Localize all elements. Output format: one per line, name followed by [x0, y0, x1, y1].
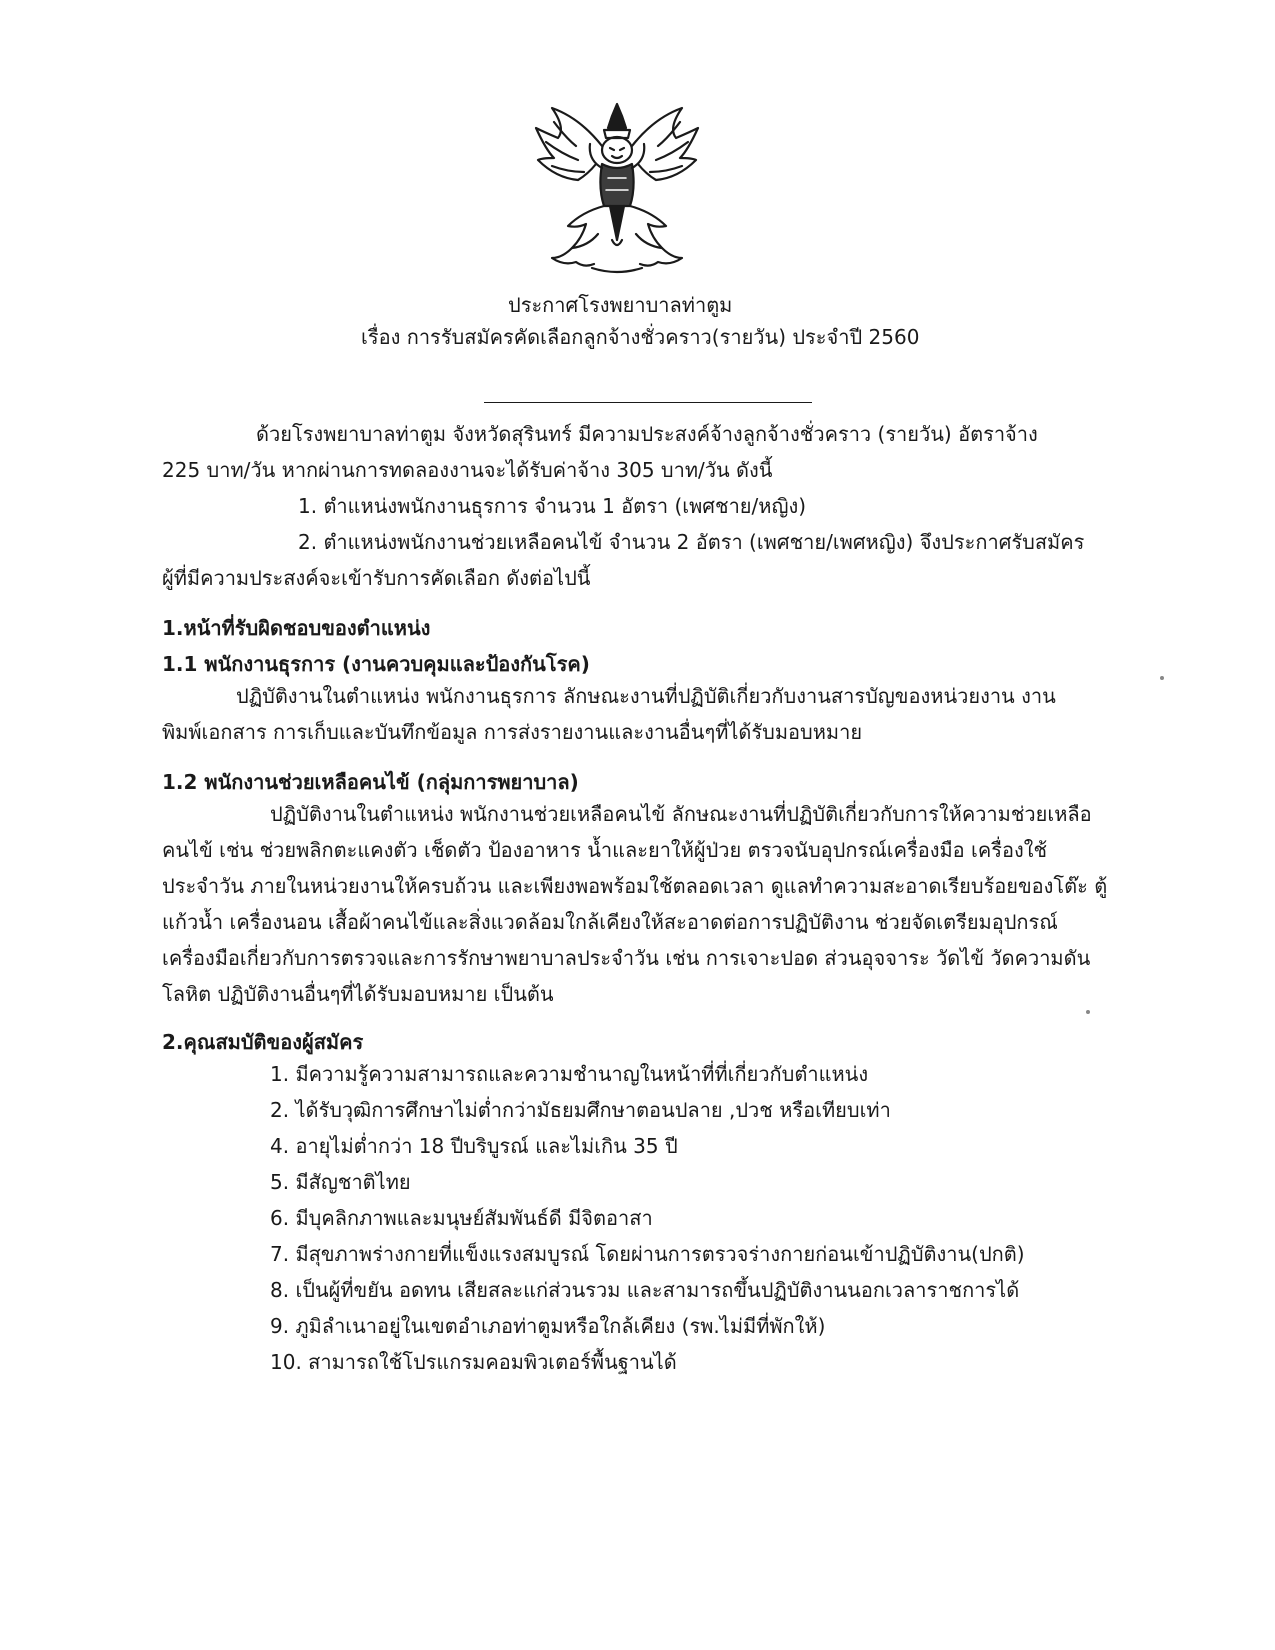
section-1-2-heading: 1.2 พนักงานช่วยเหลือคนไข้ (กลุ่มการพยาบาล) [162, 770, 579, 794]
qualification-item: 10. สามารถใช้โปรแกรมคอมพิวเตอร์พื้นฐานได้ [270, 1350, 677, 1374]
qualification-item: 2. ได้รับวุฒิการศึกษาไม่ต่ำกว่ามัธยมศึกษาตอนปลาย ,ปวช หรือเทียบเท่า [270, 1098, 891, 1122]
position-2-continuation: ผู้ที่มีความประสงค์จะเข้ารับการคัดเลือก ดังต่อไปนี้ [162, 566, 591, 590]
scan-speck [1086, 1010, 1090, 1014]
announcement-subject: เรื่อง การรับสมัครคัดเลือกลูกจ้างชั่วคราว(รายวัน) ประจำปี 2560 [361, 325, 920, 349]
qualification-item: 5. มีสัญชาติไทย [270, 1170, 411, 1194]
announcement-title: ประกาศโรงพยาบาลท่าตูม [508, 293, 733, 317]
position-2: 2. ตำแหน่งพนักงานช่วยเหลือคนไข้ จำนวน 2 อัตรา (เพศชาย/เพศหญิง) จึงประกาศรับสมัคร [298, 530, 1085, 554]
qualification-item: 8. เป็นผู้ที่ขยัน อดทน เสียสละแก่ส่วนรวม และสามารถขึ้นปฏิบัติงานนอกเวลาราชการได้ [270, 1278, 1020, 1302]
garuda-emblem-icon [532, 98, 702, 276]
qualification-item: 7. มีสุขภาพร่างกายที่แข็งแรงสมบูรณ์ โดยผ่านการตรวจร่างกายก่อนเข้าปฏิบัติงาน(ปกติ) [270, 1242, 1025, 1266]
intro-line-2: 225 บาท/วัน หากผ่านการทดลองงานจะได้รับค่าจ้าง 305 บาท/วัน ดังนี้ [162, 458, 773, 482]
qualification-item: 9. ภูมิลำเนาอยู่ในเขตอำเภอท่าตูมหรือใกล้เคียง (รพ.ไม่มีที่พักให้) [270, 1314, 826, 1338]
section-1-2-line: ปฏิบัติงานในตำแหน่ง พนักงานช่วยเหลือคนไข้ ลักษณะงานที่ปฏิบัติเกี่ยวกับการให้ความช่วยเหลือ [270, 802, 1092, 826]
qualification-item: 4. อายุไม่ต่ำกว่า 18 ปีบริบูรณ์ และไม่เกิน 35 ปี [270, 1134, 678, 1158]
section-1-2-line: แก้วน้ำ เครื่องนอน เสื้อผ้าคนไข้และสิ่งแวดล้อมใกล้เคียงให้สะอาดต่อการปฏิบัติงาน ช่วยจัดเตรียมอุปกรณ์ [162, 910, 1058, 934]
section-1-2-line: โลหิต ปฏิบัติงานอื่นๆที่ได้รับมอบหมาย เป็นต้น [162, 982, 554, 1006]
section-2-heading: 2.คุณสมบัติของผู้สมัคร [162, 1030, 364, 1054]
section-1-heading: 1.หน้าที่รับผิดชอบของตำแหน่ง [162, 616, 431, 640]
qualification-item: 1. มีความรู้ความสามารถและความชำนาญในหน้าที่ที่เกี่ยวกับตำแหน่ง [270, 1062, 869, 1086]
qualification-item: 6. มีบุคลิกภาพและมนุษย์สัมพันธ์ดี มีจิตอาสา [270, 1206, 653, 1230]
scan-speck [1160, 676, 1164, 680]
position-1: 1. ตำแหน่งพนักงานธุรการ จำนวน 1 อัตรา (เพศชาย/หญิง) [298, 494, 807, 518]
section-1-1-heading: 1.1 พนักงานธุรการ (งานควบคุมและป้องกันโรค) [162, 652, 590, 676]
section-1-1-line: พิมพ์เอกสาร การเก็บและบันทึกข้อมูล การส่งรายงานและงานอื่นๆที่ได้รับมอบหมาย [162, 720, 863, 744]
section-1-2-line: ประจำวัน ภายในหน่วยงานให้ครบถ้วน และเพียงพอพร้อมใช้ตลอดเวลา ดูแลทำความสะอาดเรียบร้อยของโต๊ะ ตู้ [162, 874, 1108, 898]
section-1-1-line: ปฏิบัติงานในตำแหน่ง พนักงานธุรการ ลักษณะงานที่ปฏิบัติเกี่ยวกับงานสารบัญของหน่วยงาน งาน [236, 684, 1056, 708]
section-1-2-line: คนไข้ เช่น ช่วยพลิกตะแคงตัว เช็ดตัว ป้องอาหาร น้ำและยาให้ผู้ป่วย ตรวจนับอุปกรณ์เครื่องมือ เครื่องใช้ [162, 838, 1048, 862]
section-1-2-line: เครื่องมือเกี่ยวกับการตรวจและการรักษาพยาบาลประจำวัน เช่น การเจาะปอด ส่วนอุจจาระ วัดไข้ วัดความดัน [162, 946, 1091, 970]
intro-line-1: ด้วยโรงพยาบาลท่าตูม จังหวัดสุรินทร์ มีความประสงค์จ้างลูกจ้างชั่วคราว (รายวัน) อัตราจ้าง [256, 422, 1038, 446]
title-divider [484, 402, 812, 403]
